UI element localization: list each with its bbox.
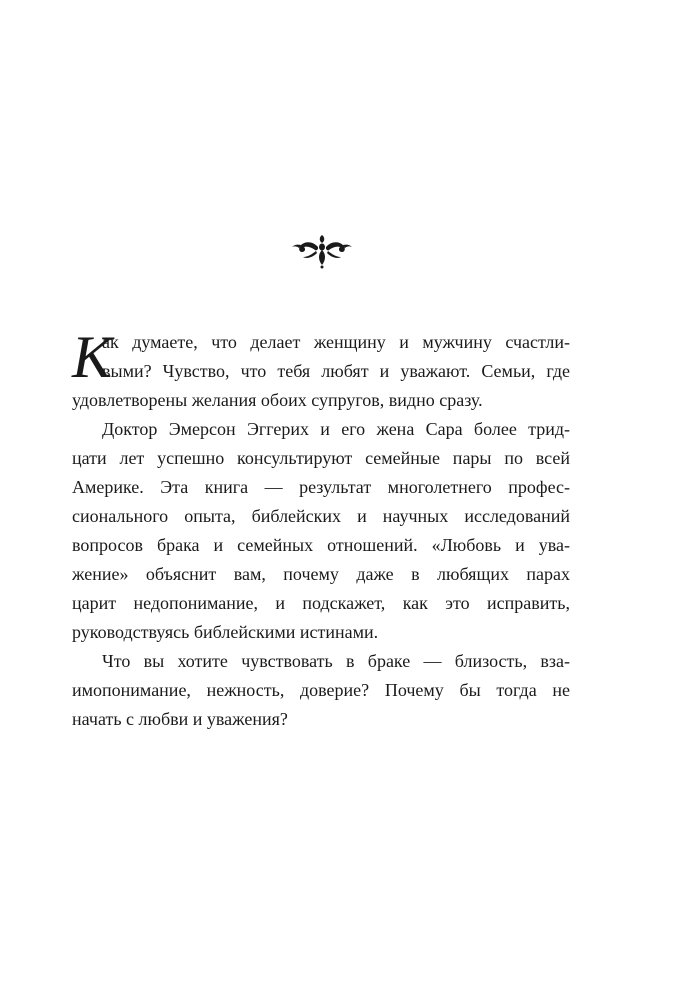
paragraph-3 xyxy=(72,647,570,734)
text-line: цати лет успешно консультируют семейные пары по всей xyxy=(72,448,570,468)
text-line: жение» объяснит вам, почему даже в любящих парах xyxy=(72,564,570,584)
paragraph-1 xyxy=(72,324,570,415)
text-line: удовлетворены желания обоих супругов, видно сразу. xyxy=(72,390,483,410)
text-line: руководствуясь библейскими истинами. xyxy=(72,622,379,642)
text-line: имопонимание, нежность, доверие? Почему бы тогда не xyxy=(72,680,570,700)
text-line: ак думаете, что делает женщину и мужчину счастли- xyxy=(102,332,570,352)
text-line: выми? Чувство, что тебя любят и уважают. Семьи, где xyxy=(102,361,570,381)
body-text xyxy=(72,324,570,734)
text-line: начать с любви и уважения? xyxy=(72,709,288,729)
text-line: Что вы хотите чувствовать в браке — близость, вза- xyxy=(102,651,570,671)
text-line: Доктор Эмерсон Эггерих и его жена Сара более трид- xyxy=(102,419,570,439)
drop-cap: К xyxy=(72,324,112,390)
text-line: царит недопонимание, и подскажет, как это исправить, xyxy=(72,593,570,613)
floral-ornament-icon xyxy=(291,233,353,269)
paragraph-2 xyxy=(72,415,570,647)
text-line: сионального опыта, библейских и научных исследований xyxy=(72,506,570,526)
text-line: Америке. Эта книга — результат многолетнего профес- xyxy=(72,477,570,497)
text-line: вопросов брака и семейных отношений. «Любовь и ува- xyxy=(72,535,570,555)
